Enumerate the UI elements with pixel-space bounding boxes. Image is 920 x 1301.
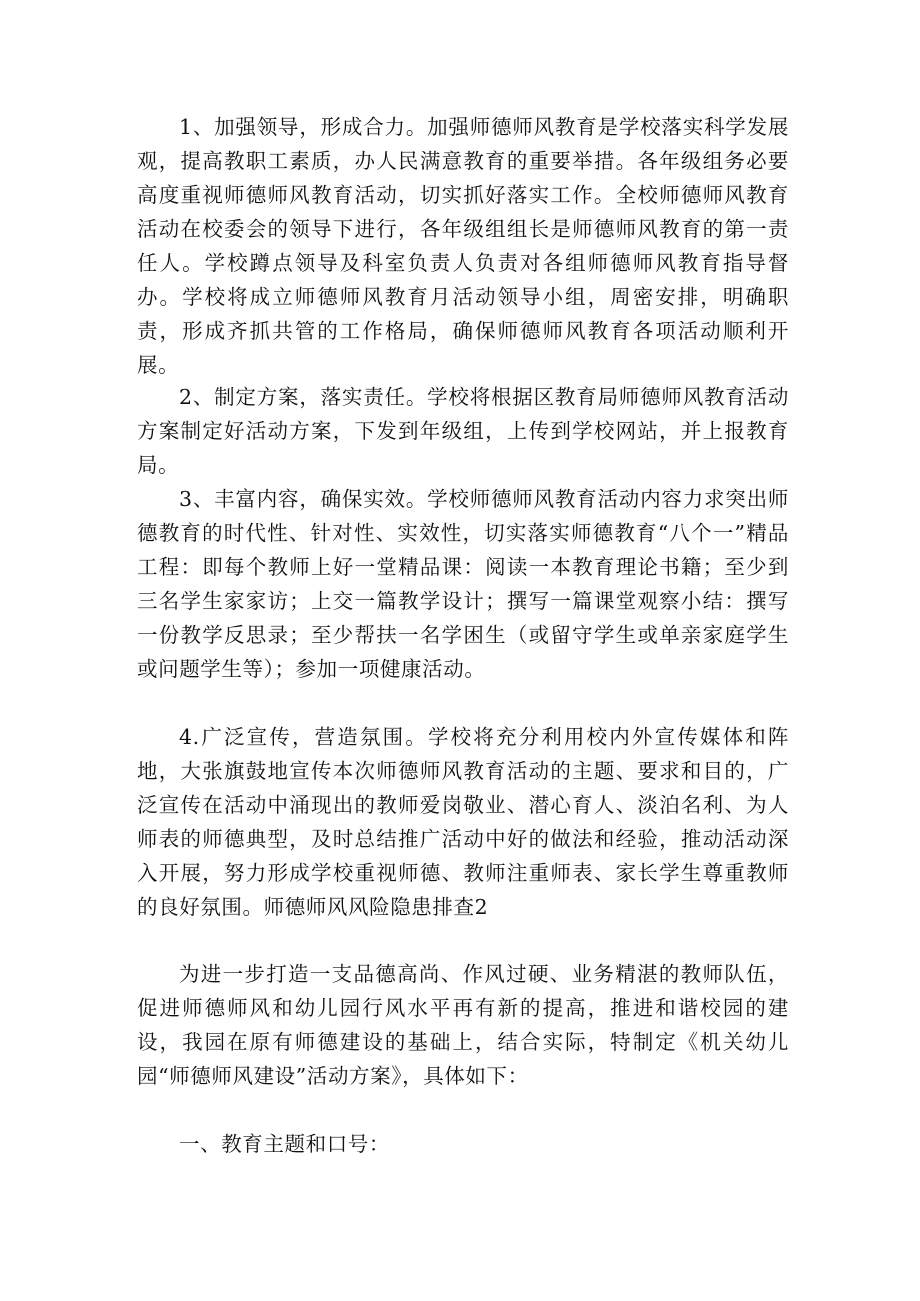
section-heading: 一、教育主题和口号： <box>179 1132 390 1156</box>
paragraph-leadership: 1、加强领导，形成合力。加强师德师风教育是学校落实科学发展观，提高教职工素质，办人民满意教育的重要举措。各年级组务必要高度重视师德师风教育活动，切实抓好落实工作。全校师德师风教育活动在校委会的领导下进行，各年级组组长是师德师风教育的第一责任人。学校蹲点领导及科室负责人负责对各组师德师风教育指导督办。学校将成立师德师风教育月活动领导小组，周密安排，明确职责，形成齐抓共管的工作格局，确保师德师风教育各项活动顺利开展。 <box>137 115 789 377</box>
paragraph-publicity: 4.广泛宣传，营造氛围。学校将充分利用校内外宣传媒体和阵地，大张旗鼓地宣传本次师德师风教育活动的主题、要求和目的，广泛宣传在活动中涌现出的教师爱岗敬业、潜心育人、淡泊名利、为人师表的师德典型，及时总结推广活动中好的做法和经验，推动活动深入开展，努力形成学校重视师德、教师注重师表、家长学生尊重教师的良好氛围。师德师风风险隐患排查2 <box>137 725 789 919</box>
paragraph-intro: 为进一步打造一支品德高尚、作风过硬、业务精湛的教师队伍，促进师德师风和幼儿园行风水平再有新的提高，推进和谐校园的建设，我园在原有师德建设的基础上，结合实际，特制定《机关幼儿园“师德师风建设”活动方案》，具体如下： <box>137 962 789 1088</box>
paragraph-content: 3、丰富内容，确保实效。学校师德师风教育活动内容力求突出师德教育的时代性、针对性、实效性，切实落实师德教育“八个一”精品工程：即每个教师上好一堂精品课：阅读一本教育理论书籍；至少到三名学生家家访；上交一篇教学设计；撰写一篇课堂观察小结：撰写一份教学反思录；至少帮扶一名学困生（或留守学生或单亲家庭学生或问题学生等）；参加一项健康活动。 <box>137 487 789 681</box>
paragraph-plan: 2、制定方案，落实责任。学校将根据区教育局师德师风教育活动方案制定好活动方案，下发到年级组，上传到学校网站，并上报教育局。 <box>137 385 789 477</box>
